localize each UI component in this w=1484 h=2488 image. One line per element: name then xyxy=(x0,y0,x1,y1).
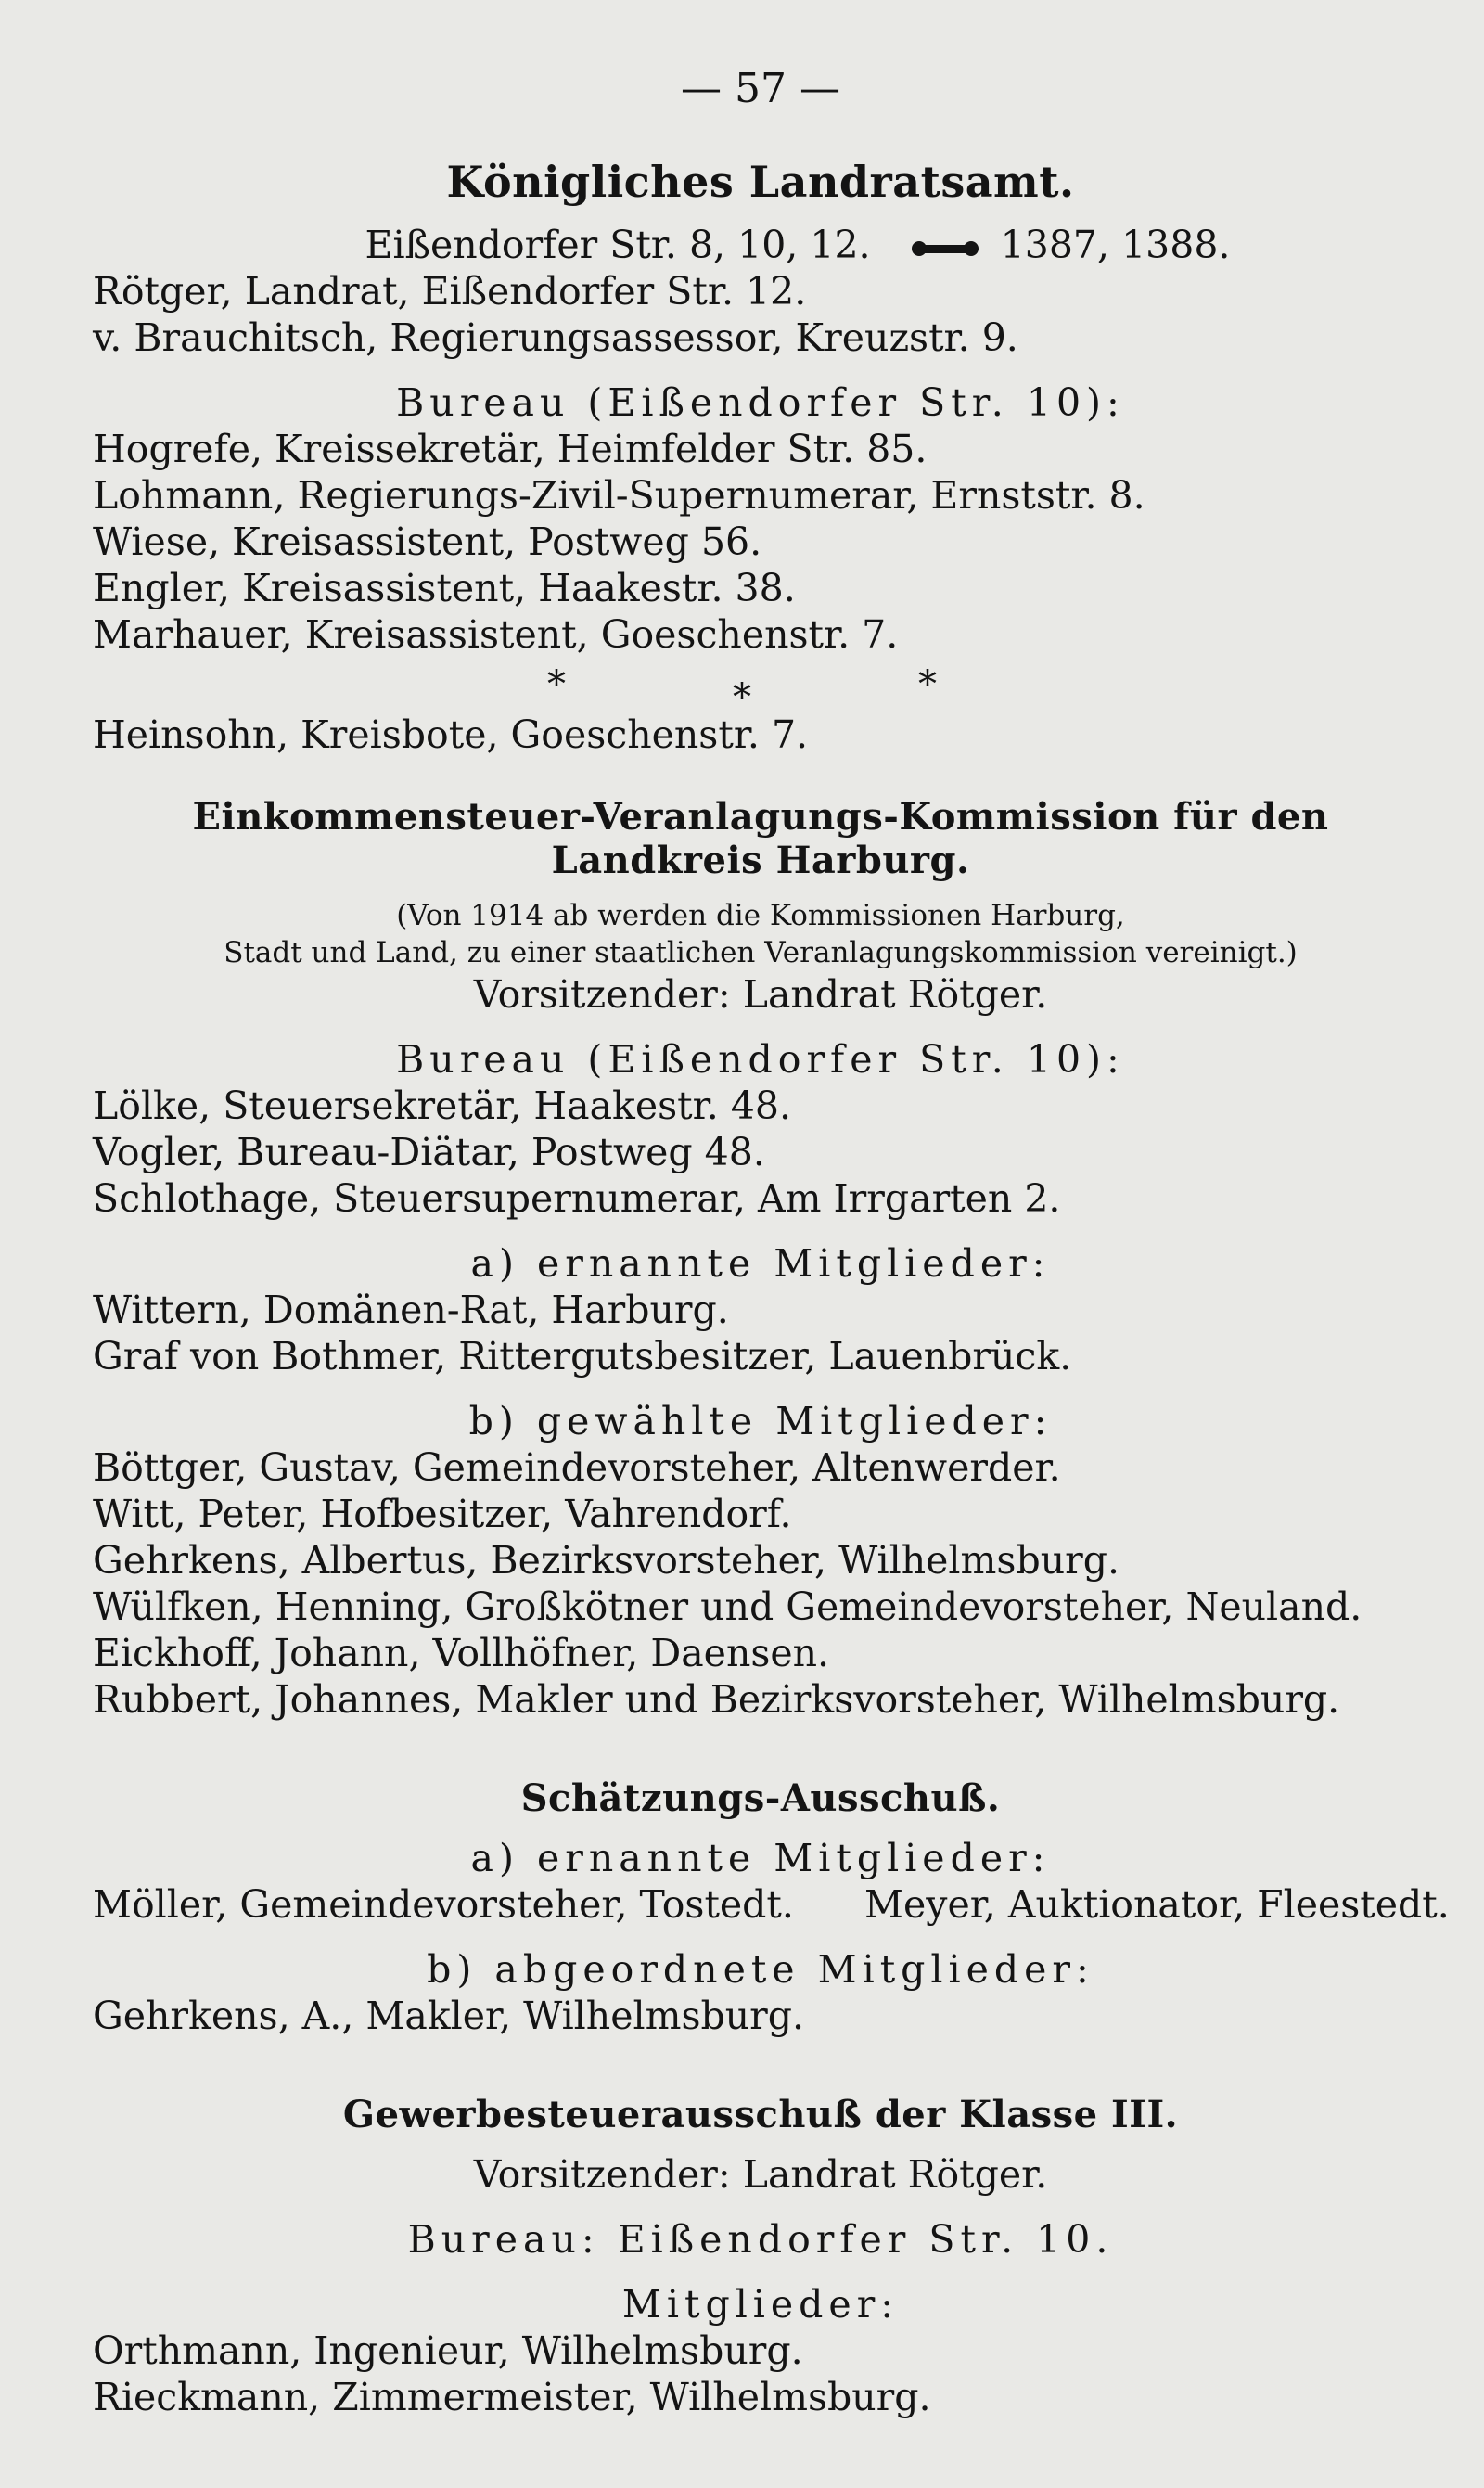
telephone-icon xyxy=(911,238,979,259)
section-landratsamt xyxy=(93,157,1428,758)
star: * xyxy=(547,663,566,706)
list-item: Vogler, Bureau-Diätar, Postweg 48. xyxy=(93,1130,765,1174)
list-item: Rubbert, Johannes, Makler und Bezirksvorsteher, Wilhelmsburg. xyxy=(93,1677,1340,1722)
list-item: Schlothage, Steuersupernumerar, Am Irrgarten 2. xyxy=(93,1176,1061,1221)
note-line: (Von 1914 ab werden die Kommissionen Harburg, xyxy=(396,899,1125,932)
section-title: Königliches Landratsamt. xyxy=(446,157,1075,207)
chair-line: Vorsitzender: Landrat Rötger. xyxy=(473,972,1048,1017)
section-title: Einkommensteuer-Veranlagungs-Kommission für den Landkreis Harburg. xyxy=(192,795,1329,882)
list-item: Engler, Kreisassistent, Haakestr. 38. xyxy=(93,566,796,610)
list-item: Rötger, Landrat, Eißendorfer Str. 12. xyxy=(93,269,807,314)
list-item: Lölke, Steuersekretär, Haakestr. 48. xyxy=(93,1084,792,1128)
phone-numbers: 1387, 1388. xyxy=(1000,223,1231,267)
chair-line: Vorsitzender: Landrat Rötger. xyxy=(473,2152,1048,2197)
bureau-heading: Bureau (Eißendorfer Str. 10): xyxy=(396,380,1125,425)
list-item: v. Brauchitsch, Regierungsassessor, Kreuzstr. 9. xyxy=(93,315,1018,360)
list-item: Eickhoff, Johann, Vollhöfner, Daensen. xyxy=(93,1631,830,1675)
bureau-heading: Bureau (Eißendorfer Str. 10): xyxy=(396,1037,1125,1082)
member-name: Meyer, Auktionator, Fleestedt. xyxy=(864,1882,1450,1927)
list-item: Hogrefe, Kreissekretär, Heimfelder Str. 85. xyxy=(93,427,928,471)
section-schaetzung xyxy=(93,1776,1450,2039)
members-heading: Mitglieder: xyxy=(621,2282,900,2327)
list-item xyxy=(93,1881,1450,1928)
list-item: Gehrkens, A., Makler, Wilhelmsburg. xyxy=(93,1994,805,2038)
elected-heading: b) gewählte Mitglieder: xyxy=(468,1399,1053,1443)
section-title: Schätzungs-Ausschuß. xyxy=(520,1776,1001,1820)
section-title: Gewerbesteuerausschuß der Klasse III. xyxy=(342,2093,1179,2136)
appointed-heading: a) ernannte Mitglieder: xyxy=(470,1241,1051,1286)
list-item: Wittern, Domänen-Rat, Harburg. xyxy=(93,1288,729,1332)
section-einkommensteuer xyxy=(93,795,1428,1723)
note-line: Stadt und Land, zu einer staatlichen Veranlagungskommission vereinigt.) xyxy=(224,936,1298,969)
list-item: Marhauer, Kreisassistent, Goeschenstr. 7. xyxy=(93,612,899,657)
list-item: Orthmann, Ingenieur, Wilhelmsburg. xyxy=(93,2328,803,2373)
separator-stars xyxy=(93,658,1428,719)
delegated-heading: b) abgeordnete Mitglieder: xyxy=(427,1947,1094,1992)
list-item: Rieckmann, Zimmermeister, Wilhelmsburg. xyxy=(93,2375,931,2419)
list-item: Witt, Peter, Hofbesitzer, Vahrendorf. xyxy=(93,1492,792,1536)
bureau-line: Bureau: Eißendorfer Str. 10. xyxy=(407,2217,1114,2262)
list-item: Lohmann, Regierungs-Zivil-Supernumerar, Ernststr. 8. xyxy=(93,473,1145,518)
list-item: Wülfken, Henning, Großkötner und Gemeindevorsteher, Neuland. xyxy=(93,1584,1362,1629)
star: * xyxy=(918,663,937,706)
page-number: — 57 — xyxy=(681,65,840,112)
star: * xyxy=(733,676,751,719)
address: Eißendorfer Str. 8, 10, 12. xyxy=(365,223,871,267)
list-item: Wiese, Kreisassistent, Postweg 56. xyxy=(93,519,762,564)
list-item: Gehrkens, Albertus, Bezirksvorsteher, Wilhelmsburg. xyxy=(93,1538,1119,1583)
address-line xyxy=(93,222,1428,268)
appointed-heading: a) ernannte Mitglieder: xyxy=(470,1836,1051,1880)
member-name: Möller, Gemeindevorsteher, Tostedt. xyxy=(93,1882,794,1927)
list-item: Heinsohn, Kreisbote, Goeschenstr. 7. xyxy=(93,712,809,757)
list-item: Graf von Bothmer, Rittergutsbesitzer, Lauenbrück. xyxy=(93,1334,1072,1379)
list-item: Böttger, Gustav, Gemeindevorsteher, Altenwerder. xyxy=(93,1445,1061,1490)
section-gewerbesteuer xyxy=(93,2093,1428,2420)
